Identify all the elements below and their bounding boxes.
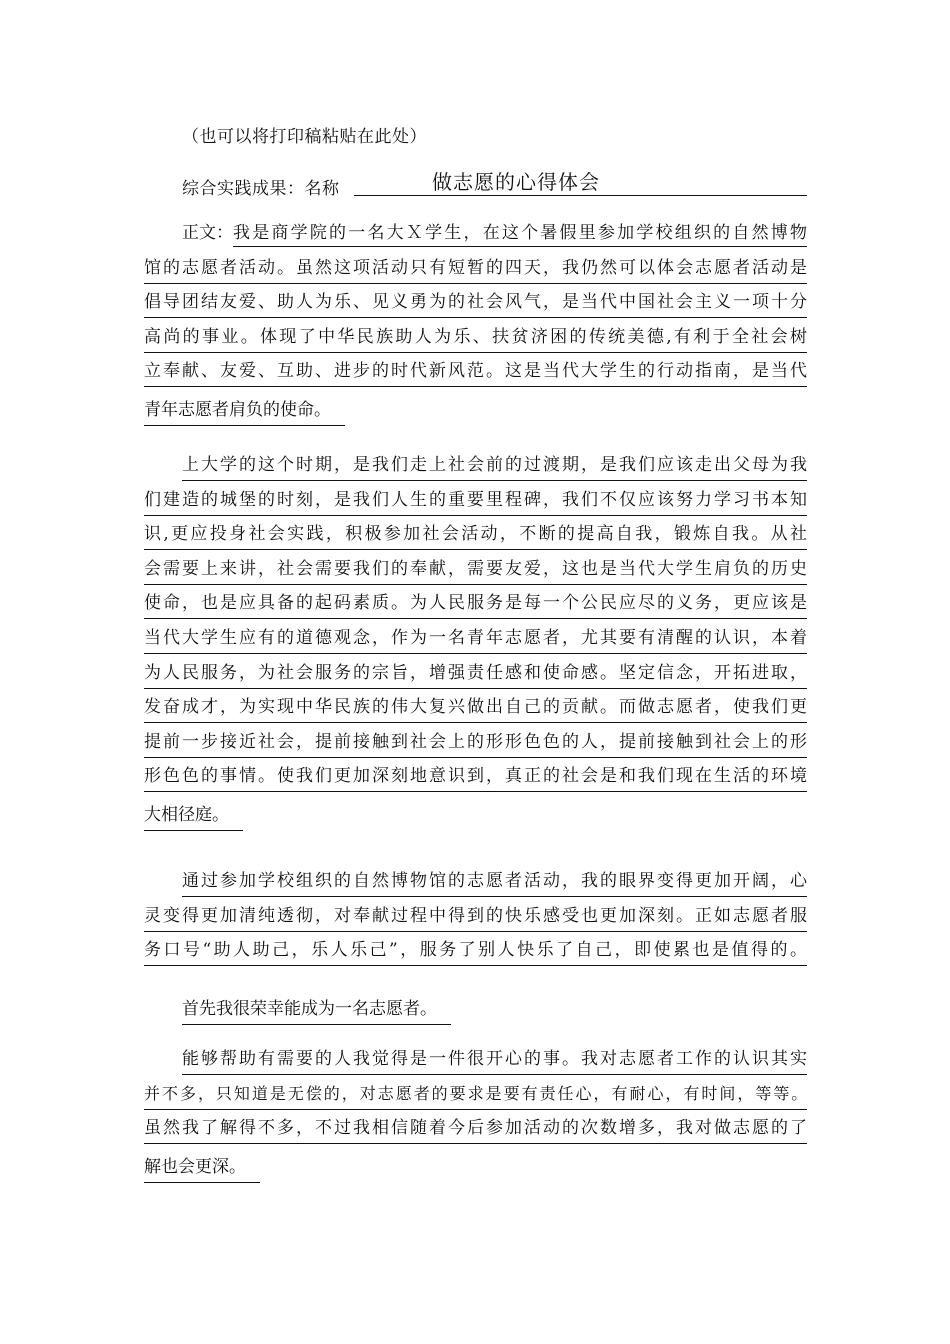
text-line [144,1046,807,1081]
line-text: 并不多，只知道是无偿的，对志愿者的要求是要有责任心，有耐心，有时间，等等。 [144,1081,807,1110]
line-text: 能够帮助有需要的人我觉得是一件很开心的事。我对志愿者工作的认识其实 [182,1046,807,1075]
line-text: 青年志愿者肩负的使命。 [144,397,345,426]
text-line [144,1081,807,1116]
line-text: 高尚的事业。体现了中华民族助人为乐、扶贫济困的传统美德,有利于全社会树 [144,324,807,353]
text-line [144,694,807,729]
text-line [144,660,807,695]
line-text: 倡导团结友爱、助人为乐、见义勇为的社会风气，是当代中国社会主义一项十分 [144,289,807,318]
text-line [144,556,807,591]
line-text: 识,更应投身社会实践，积极参加社会活动，不断的提高自我，锻炼自我。从社 [144,521,807,550]
body-lead: 正文： [182,223,233,243]
line-text: 会需要上来讲，社会需要我们的奉献，需要友爱，这也是当代大学生肩负的历史 [144,556,807,585]
paragraph-5 [144,1046,807,1184]
text-line [144,992,807,1027]
text-line [144,324,807,359]
text-line [144,358,807,393]
text-line [144,220,807,255]
paragraph-4 [144,992,807,1027]
line-text: 我是商学院的一名大Ｘ学生，在这个暑假里参加学校组织的自然博物 [233,220,807,247]
line-text: 使命，也是应具备的起码素质。为人民服务是每一个公民应尽的义务，更应该是 [144,590,807,619]
line-text: 大相径庭。 [144,802,243,831]
line-text: 为人民服务，为社会服务的宗旨，增强责任感和使命感。坚定信念，开拓进取， [144,660,807,689]
text-line [144,729,807,764]
line-text: 首先我很荣幸能成为一名志愿者。 [182,996,451,1025]
line-text: 上大学的这个时期，是我们走上社会前的过渡期，是我们应该走出父母为我 [182,452,807,481]
text-line [144,937,807,972]
paragraph-2 [144,452,807,833]
paragraph-3 [144,868,807,972]
line-text: 提前一步接近社会，提前接触到社会上的形形色色的人，提前接触到社会上的形 [144,729,807,758]
text-line [144,625,807,660]
line-text: 形色色的事情。使我们更加深刻地意识到，真正的社会是和我们现在生活的环境 [144,763,807,792]
line-text: 灵变得更加清纯透彻，对奉献过程中得到的快乐感受也更加深刻。正如志愿者服 [144,903,807,932]
paste-note: （也可以将打印稿粘贴在此处） [182,127,427,147]
text-line [144,798,807,833]
line-text: 务口号“助人助己，乐人乐己”，服务了别人快乐了自己，即使累也是值得的。 [144,937,807,966]
line-text: 馆的志愿者活动。虽然这项活动只有短暂的四天，我仍然可以体会志愿者活动是 [144,255,807,284]
text-line [144,763,807,798]
line-text: 当代大学生应有的道德观念，作为一名青年志愿者，尤其要有清醒的认识，本着 [144,625,807,654]
text-line [144,521,807,556]
title-row [182,166,807,198]
line-text: 解也会更深。 [144,1154,260,1183]
line-text: 通过参加学校组织的自然博物馆的志愿者活动，我的眼界变得更加开阔，心 [182,868,807,897]
text-line [144,393,807,428]
text-line [144,452,807,487]
text-line [144,1150,807,1185]
line-text: 虽然我了解得不多，不过我相信随着今后参加活动的次数增多，我对做志愿的了 [144,1115,807,1144]
line-text: 发奋成才，为实现中华民族的伟大复兴做出自己的贡献。而做志愿者，使我们更 [144,694,807,723]
document-title: 做志愿的心得体会 [432,170,600,194]
title-underline [354,195,807,196]
text-line [144,868,807,903]
line-text: 们建造的城堡的时刻，是我们人生的重要里程碑，我们不仅应该努力学习书本知 [144,487,807,516]
paragraph-1 [144,220,807,428]
text-line [144,289,807,324]
text-line [144,590,807,625]
title-prefix: 综合实践成果：名称 [182,179,340,199]
line-text: 立奉献、友爱、互助、进步的时代新风范。这是当代大学生的行动指南，是当代 [144,358,807,387]
text-line [144,487,807,522]
text-line [144,1115,807,1150]
text-line [144,903,807,938]
text-line [144,255,807,290]
